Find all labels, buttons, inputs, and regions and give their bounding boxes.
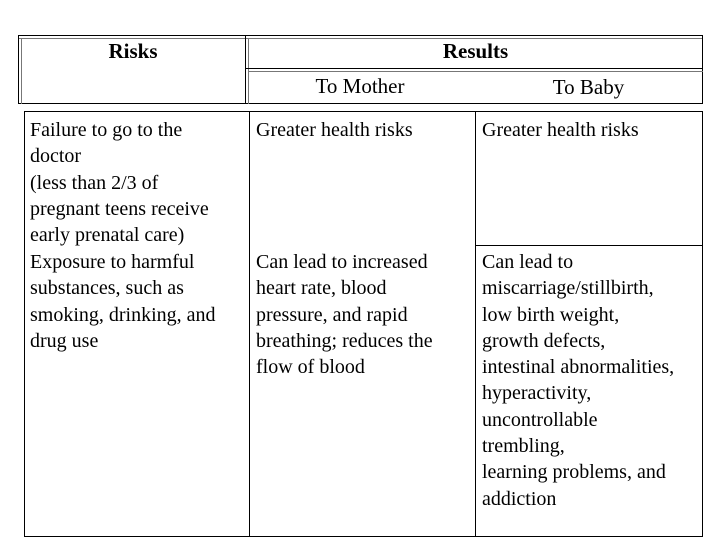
row-2-risk: Exposure to harmful substances, such as smoking, drinking, and drug use xyxy=(30,251,216,352)
body-divider-mother xyxy=(249,111,250,537)
body-divider-baby xyxy=(475,111,476,537)
body-left-border xyxy=(24,111,25,537)
body-row-divider xyxy=(476,245,703,246)
body-right-border xyxy=(702,111,703,537)
body-top-border xyxy=(24,111,703,112)
row-1-baby-result: Greater health risks xyxy=(482,119,639,141)
header-bottom-border xyxy=(18,103,703,104)
row-1-risk: Failure to go to the doctor (less than 2/3 of pregnant teens receive early prenatal care) xyxy=(30,119,209,247)
header-top-border xyxy=(18,35,703,36)
results-header: Results xyxy=(442,39,509,63)
results-subheader-rule xyxy=(246,68,703,69)
risks-header: Risks xyxy=(108,39,158,63)
to-baby-header: To Baby xyxy=(552,75,625,99)
body-bottom-border xyxy=(24,536,703,537)
header-right-border xyxy=(702,35,703,104)
header-divider-vertical xyxy=(245,35,246,104)
row-2-baby-result: Can lead to miscarriage/stillbirth, low birth weight, growth defects, intestinal abnormalities, hyperactivity, uncontrollable trembling, learning problems, and addiction xyxy=(482,251,675,510)
to-mother-header: To Mother xyxy=(315,74,405,98)
row-1-mother-result: Greater health risks xyxy=(256,119,413,141)
row-2-mother-result: Can lead to increased heart rate, blood pressure, and rapid breathing; reduces the flow of blood xyxy=(256,251,433,379)
header-left-border xyxy=(18,35,19,104)
results-subheader-rule-inner xyxy=(249,71,703,72)
